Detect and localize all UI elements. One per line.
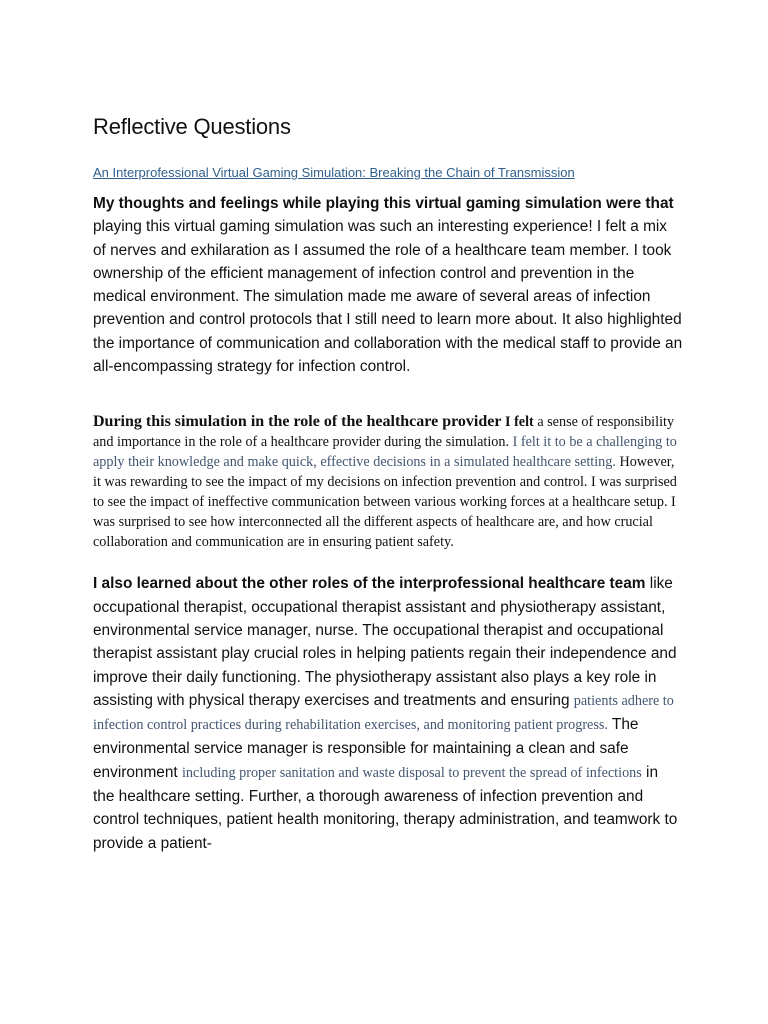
document-page <box>93 112 683 855</box>
paragraph-healthcare-provider <box>93 412 683 552</box>
p2-highlight: I felt it to be a challenging to apply their knowledge and make quick, effective decisions in a simulated healthcare setting. <box>93 434 677 471</box>
p2-felt: I felt <box>501 414 534 431</box>
p2-bold-lead: During this simulation in the role of the healthcare provider <box>93 413 502 431</box>
paragraph-other-roles <box>93 572 683 855</box>
p3-highlight-1: patients adhere to infection control practices during rehabilitation exercises, and monitoring patient progress. <box>93 692 674 734</box>
page-title: Reflective Questions <box>93 114 291 139</box>
p2-body-1: a sense of responsibility and importance in the role of a healthcare provider during the simulation. <box>93 414 675 451</box>
p3-body-1: like occupational therapist, occupational therapist assistant and physiotherapy assistant, environmental service manager, nurse. The occupational therapist and occupational therapist assistant play crucial roles in helping patients regain their independence and improve their daily functioning. The physiotherapy assistant also plays a key role in assisting with physical therapy exercises and treatments and ensuring <box>93 575 677 709</box>
p1-bold-lead: My thoughts and feelings while playing this virtual gaming simulation were that <box>93 195 674 212</box>
p3-highlight-2: including proper sanitation and waste disposal to prevent the spread of infections <box>181 764 642 781</box>
p3-body-2: The environmental service manager is responsible for maintaining a clean and safe environment <box>93 716 639 781</box>
p3-body-3: in the healthcare setting. Further, a thorough awareness of infection prevention and control techniques, patient health monitoring, therapy administration, and teamwork to provide a patient- <box>93 763 678 852</box>
p1-body: playing this virtual gaming simulation was such an interesting experience! I felt a mix of nerves and exhilaration as I assumed the role of a healthcare team member. I took ownership of the efficient management of infection control and prevention in the medical environment. The simulation made me aware of several areas of infection prevention and control protocols that I still need to learn more about. It also highlighted the importance of communication and collaboration with the medical staff to provide an all-encompassing strategy for infection control. <box>93 218 683 376</box>
p2-body-2: However, it was rewarding to see the impact of my decisions on infection prevention and control. I was surprised to see the impact of ineffective communication between various working forces at a healthcare setup. I was surprised to see how interconnected all the different aspects of healthcare are, and how crucial collaboration and communication are in ensuring patient safety. <box>93 454 677 551</box>
simulation-link[interactable]: An Interprofessional Virtual Gaming Simulation: Breaking the Chain of Transmission <box>93 165 575 180</box>
p3-bold-lead: I also learned about the other roles of the interprofessional healthcare team <box>93 575 646 593</box>
paragraph-thoughts-feelings <box>93 192 683 378</box>
